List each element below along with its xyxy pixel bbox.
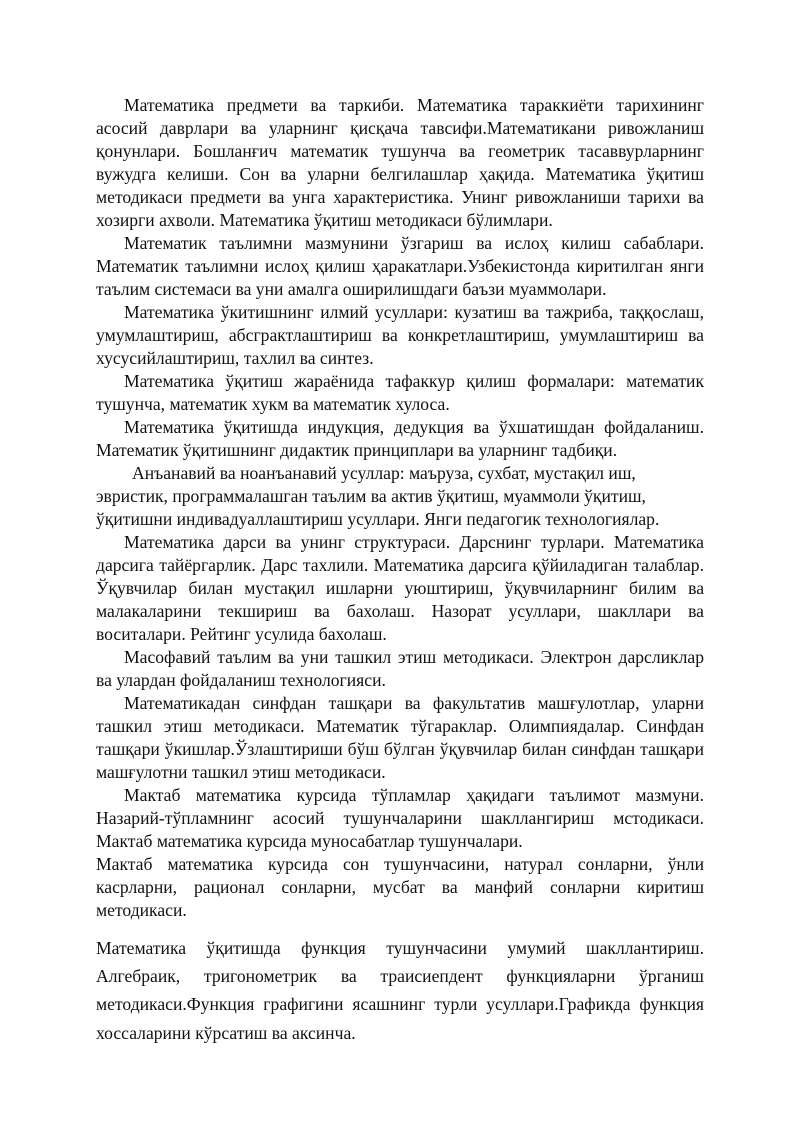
paragraph-line: Анъанавий ва ноанъанавий усуллар: маъруза, сухбат, мустақил иш, <box>132 463 636 483</box>
paragraph-induction-deduction: Математика ўқитишда индукция, дедукция ва ўхшатишдан фойдаланиш. Математик ўқитишнинг дидактик принциплари ва уларнинг тадбиқи. <box>96 417 704 460</box>
paragraph-lesson-structure: Математика дарси ва унинг структураси. Дарснинг турлари. Математика дарсига тайёргарлик. Дарс тахлили. Математика дарсига қўйиладиган талаблар. Ўқувчилар билан мустақил ишларни уюштириш, ўқувчиларнинг билим ва малакаларини текшириш ва бахолаш. Назорат усуллари, шакллари ва воситалари. Рейтинг усулида бахолаш. <box>96 532 704 644</box>
paragraph-sets-theory: Мактаб математика курсида тўпламлар ҳақидаги таълимот мазмуни. Назарий-тўпламнинг асосий тушунчаларини шакллангириш мстодикаси. Мактаб математика курсида муносабатлар тушунчалари. <box>96 785 704 851</box>
paragraph-function-concept: Математика ўқитишда функция тушунчасини умумий шакллантириш. Алгебраик, тригонометрик ва траисиепдент функцияларни ўрганиш методикаси.Функция графигини ясашнинг турли усуллари.Графикда функция хоссаларини кўрсатиш ва аксинча. <box>96 938 704 1043</box>
paragraph-extracurricular: Математикадан синфдан ташқари ва факультатив машғулотлар, уларни ташкил этиш методикаси. Математик тўгараклар. Олимпиядалар. Синфдан ташқари ўкишлар.Ўзлаштириши бўш бўлган ўқувчилар билан синфдан ташқари машғулотни ташкил этиш методикаси. <box>96 693 704 782</box>
paragraph-scientific-methods: Математика ўкитишнинг илмий усуллари: кузатиш ва тажриба, таққослаш, умумлаштириш, абсграктлаштириш ва конкретлаштириш, умумлаштириш ва хусусийлаштириш, тахлил ва синтез. <box>96 302 704 368</box>
paragraph-line: ўқитишни индивадуаллаштириш усуллари. Янги педагогик технологиялар. <box>96 509 660 529</box>
paragraph-line: эвристик, программалашган таълим ва актив ўқитиш, муаммоли ўқитиш, <box>96 486 646 506</box>
paragraph-subject-structure: Математика предмети ва таркиби. Математика тараккиёти тарихининг асосий даврлари ва уларнинг қисқача тавсифи.Математикани ривожланиш қонунлари. Бошланғич математик тушунча ва геометрик тасаввурларнинг вужудга келиши. Сон ва уларни белгилашлар ҳақида. Математика ўқитиш методикаси предмети ва унга характеристика. Унинг ривожланиши тарихи ва хозирги ахволи. Математика ўқитиш методикаси бўлимлари. <box>96 95 704 230</box>
paragraph-number-concept: Мактаб математика курсида сон тушунчасини, натурал сонларни, ўнли касрларни, рационал сонларни, мусбат ва манфий сонларни киритиш методикаси. <box>96 854 704 920</box>
document-page <box>96 94 704 1047</box>
paragraph-reform-reasons: Математик таълимни мазмунини ўзгариш ва ислоҳ килиш сабаблари. Математик таълимни ислоҳ қилиш ҳаракатлари.Узбекистонда киритилган янги таълим системаси ва уни амалга оширилишдаги баъзи муаммолари. <box>96 233 704 299</box>
paragraph-traditional-methods <box>96 462 704 531</box>
paragraph-distance-learning: Масофавий таълим ва уни ташкил этиш методикаси. Электрон дарсликлар ва улардан фойдаланиш технологияси. <box>96 647 704 690</box>
paragraph-thinking-forms: Математика ўқитиш жараёнида тафаккур қилиш формалари: математик тушунча, математик хукм ва математик хулоса. <box>96 371 704 414</box>
